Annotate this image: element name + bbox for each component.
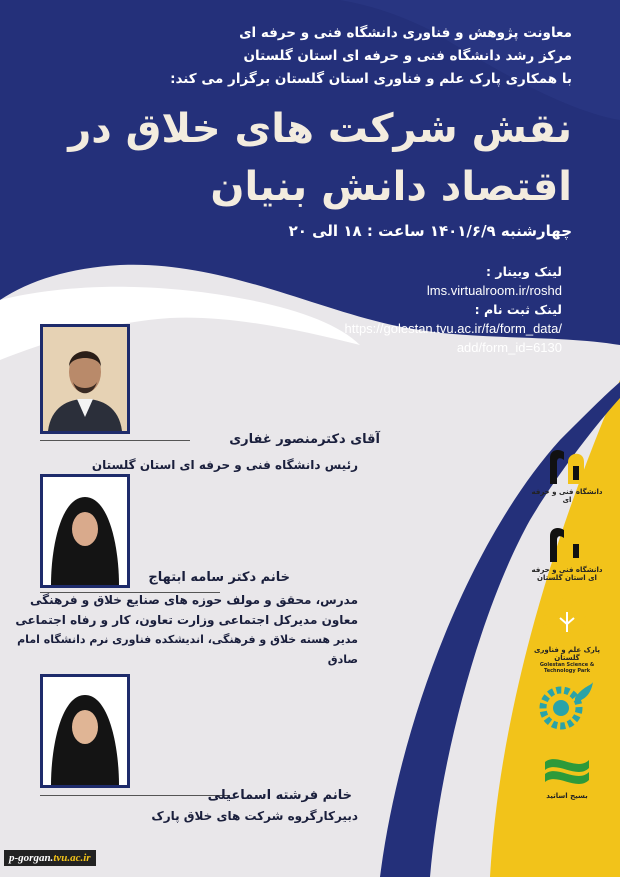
speaker-name: خانم فرشته اسماعیلی — [207, 788, 352, 803]
divider — [40, 795, 230, 796]
speaker-2-photo — [40, 474, 130, 588]
watermark-prefix: p-gorgan. — [9, 852, 54, 864]
speaker-3-photo — [40, 674, 130, 788]
speaker-1-role — [92, 455, 358, 475]
speaker-2-roles — [0, 590, 358, 670]
speaker-name: خانم دکتر سامه ابتهاج — [148, 570, 290, 585]
event-title — [68, 100, 572, 216]
logo-caption: پارک علم و فناوری گلستان — [533, 646, 601, 662]
science-park-logo-icon — [542, 598, 592, 646]
man-portrait-icon — [43, 327, 127, 431]
intro-line: معاونت پژوهش و فناوری دانشگاه فنی و حرفه ای — [239, 25, 572, 41]
basij-logo — [526, 752, 608, 800]
title-line: نقش شرکت های خلاق در — [68, 106, 572, 152]
webinar-label: لینک وبینار : — [486, 264, 562, 279]
logo-caption: دانشگاه فنی و حرفه ای استان گلستان — [531, 566, 603, 582]
intro-line: مرکز رشد دانشگاه فنی و حرفه ای استان گلستان — [243, 48, 572, 64]
title-line: اقتصاد دانش بنیان — [210, 164, 572, 210]
basij-logo-icon — [539, 752, 595, 792]
event-date: چهارشنبه ۱۴۰۱/۶/۹ ساعت : ۱۸ الی ۲۰ — [288, 222, 572, 240]
woman-portrait-icon — [43, 677, 127, 785]
speaker-3 — [208, 788, 352, 803]
tvu-logo — [526, 444, 608, 504]
woman-portrait-icon — [43, 477, 127, 585]
tvu-logo-icon — [542, 444, 592, 488]
growth-center-logo — [526, 680, 608, 730]
intro-text — [170, 22, 572, 91]
growth-center-logo-icon — [539, 680, 595, 730]
speaker-2 — [148, 570, 290, 585]
tvu-golestan-logo — [526, 522, 608, 582]
speaker-role: رئیس دانشگاه فنی و حرفه ای استان گلستان — [91, 458, 358, 472]
links-block — [344, 262, 562, 357]
speaker-1 — [229, 432, 380, 447]
register-label: لینک ثبت نام : — [474, 302, 562, 317]
watermark-suffix: tvu.ac.ir — [53, 852, 91, 864]
speaker-3-role — [151, 806, 358, 826]
speaker-role: مدرس، محقق و مولف حوزه های صنایع خلاق و فرهنگی — [29, 593, 358, 607]
speaker-role: مدیر هسته خلاق و فرهنگی، اندیشکده فناوری نرم دانشگاه امام صادق — [17, 633, 358, 666]
webinar-link[interactable]: lms.virtualroom.ir/roshd — [426, 283, 562, 298]
speaker-role: معاون مدیرکل اجتماعی وزارت تعاون، کار و رفاه اجتماعی — [15, 613, 358, 627]
divider — [40, 440, 190, 441]
science-park-logo — [526, 598, 608, 674]
tvu-golestan-logo-icon — [542, 522, 592, 566]
logo-caption: بسیج اساتید — [546, 792, 588, 800]
speaker-role: دبیرکارگروه شرکت های خلاق پارک — [151, 809, 358, 823]
logo-caption: دانشگاه فنی و حرفه ای — [531, 488, 603, 504]
register-link[interactable]: https://golestan.tvu.ac.ir/fa/form_data/ — [344, 321, 562, 336]
intro-line: با همکاری پارک علم و فناوری استان گلستان برگزار می کند: — [170, 71, 572, 87]
register-link-cont[interactable]: add/form_id=6130 — [456, 340, 562, 355]
logo-caption-en: Golestan Science & Technology Park — [539, 662, 595, 674]
site-watermark[interactable] — [4, 850, 96, 866]
speaker-name: آقای دکترمنصور غفاری — [229, 432, 380, 447]
speaker-1-photo — [40, 324, 130, 434]
